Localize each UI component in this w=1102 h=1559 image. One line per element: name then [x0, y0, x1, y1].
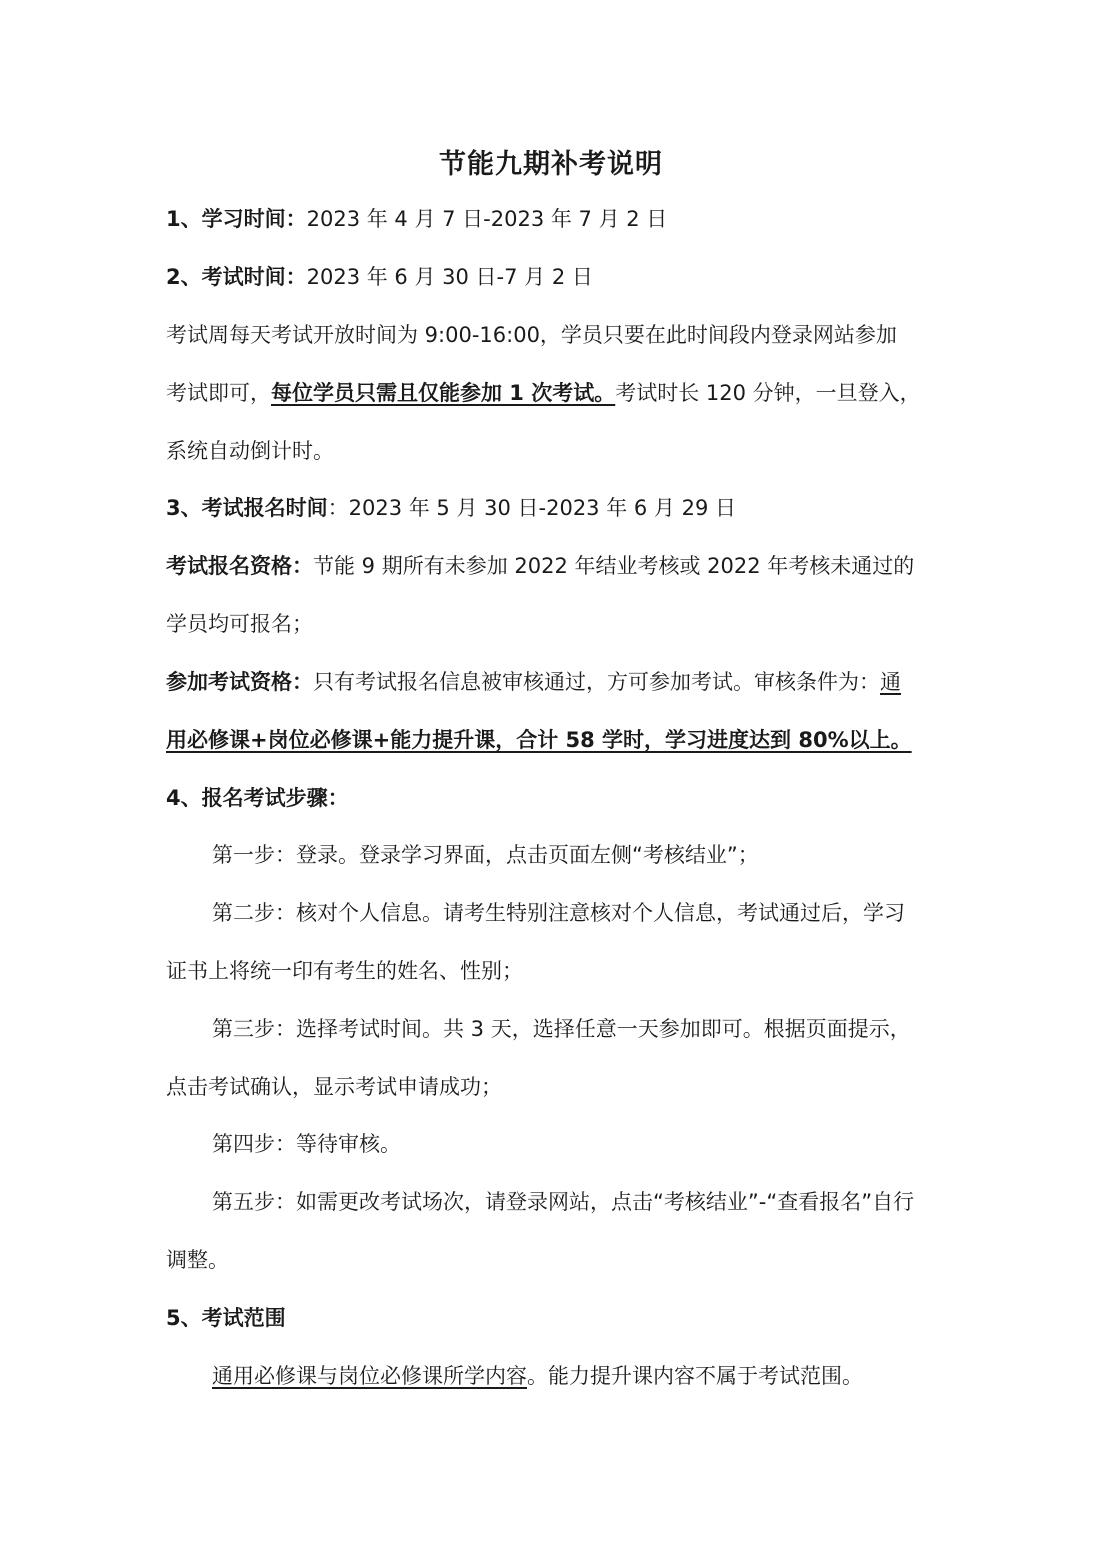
registration-time-label: 3、考试报名时间 [166, 496, 328, 520]
step-3-cont: 点击考试确认，显示考试申请成功； [166, 1075, 502, 1099]
study-time-label: 1、学习时间： [166, 207, 307, 231]
scope-heading: 5、考试范围 [166, 1306, 286, 1330]
exam-time-value: 2023 年 6 月 30 日-7 月 2 日 [306, 265, 593, 289]
study-time-line [166, 204, 946, 234]
page-title: 节能九期补考说明 [439, 149, 663, 180]
countdown-text: 系统自动倒计时。 [166, 439, 334, 463]
registration-qualification-cont: 学员均可报名； [166, 612, 313, 636]
registration-time-value: ：2023 年 5 月 30 日-2023 年 6 月 29 日 [327, 496, 737, 520]
step-4: 第四步：等待审核。 [212, 1132, 401, 1156]
exam-qualification-line [166, 667, 946, 697]
registration-qualification-label: 考试报名资格： [166, 554, 313, 578]
steps-heading: 4、报名考试步骤： [166, 786, 349, 810]
step-3: 第三步：选择考试时间。共 3 天，选择任意一天参加即可。根据页面提示， [212, 1017, 911, 1041]
exam-qualification-text: 只有考试报名信息被审核通过，方可参加考试。审核条件为： [313, 670, 880, 694]
exam-once-line [166, 378, 946, 408]
exam-qualification-emphasis-rest: 用必修课+岗位必修课+能力提升课，合计 58 学时，学习进度达到 80%以上。 [166, 728, 912, 752]
exam-qualification-emphasis-start: 通 [880, 670, 901, 694]
exam-once-emphasis: 每位学员只需且仅能参加 1 次考试。 [271, 381, 616, 405]
exam-hours-text: 考试周每天考试开放时间为 9:00-16:00，学员只要在此时间段内登录网站参加 [166, 323, 897, 347]
step-5: 第五步：如需更改考试场次，请登录网站，点击“考核结业”-“查看报名”自行 [212, 1190, 915, 1214]
exam-qualification-label: 参加考试资格： [166, 670, 313, 694]
exam-qualification-emphasis [166, 725, 946, 755]
step-1: 第一步：登录。登录学习界面，点击页面左侧“考核结业”； [212, 843, 759, 867]
scope-line [212, 1361, 992, 1391]
scope-emphasis: 通用必修课与岗位必修课所学内容 [212, 1364, 527, 1388]
step-5-cont: 调整。 [166, 1248, 229, 1272]
scope-text: 。能力提升课内容不属于考试范围。 [527, 1364, 863, 1388]
exam-once-pre: 考试即可， [166, 381, 271, 405]
study-time-value: 2023 年 4 月 7 日-2023 年 7 月 2 日 [306, 207, 668, 231]
registration-qualification-line [166, 551, 946, 581]
exam-time-label: 2、考试时间： [166, 265, 307, 289]
registration-qualification-text: 节能 9 期所有未参加 2022 年结业考核或 2022 年考核未通过的 [313, 554, 915, 578]
step-2: 第二步：核对个人信息。请考生特别注意核对个人信息，考试通过后，学习 [212, 901, 905, 925]
step-2-cont: 证书上将统一印有考生的姓名、性别； [166, 959, 523, 983]
exam-time-line [166, 262, 946, 292]
registration-time-line [166, 493, 946, 523]
exam-once-post: 考试时长 120 分钟，一旦登入， [615, 381, 921, 405]
